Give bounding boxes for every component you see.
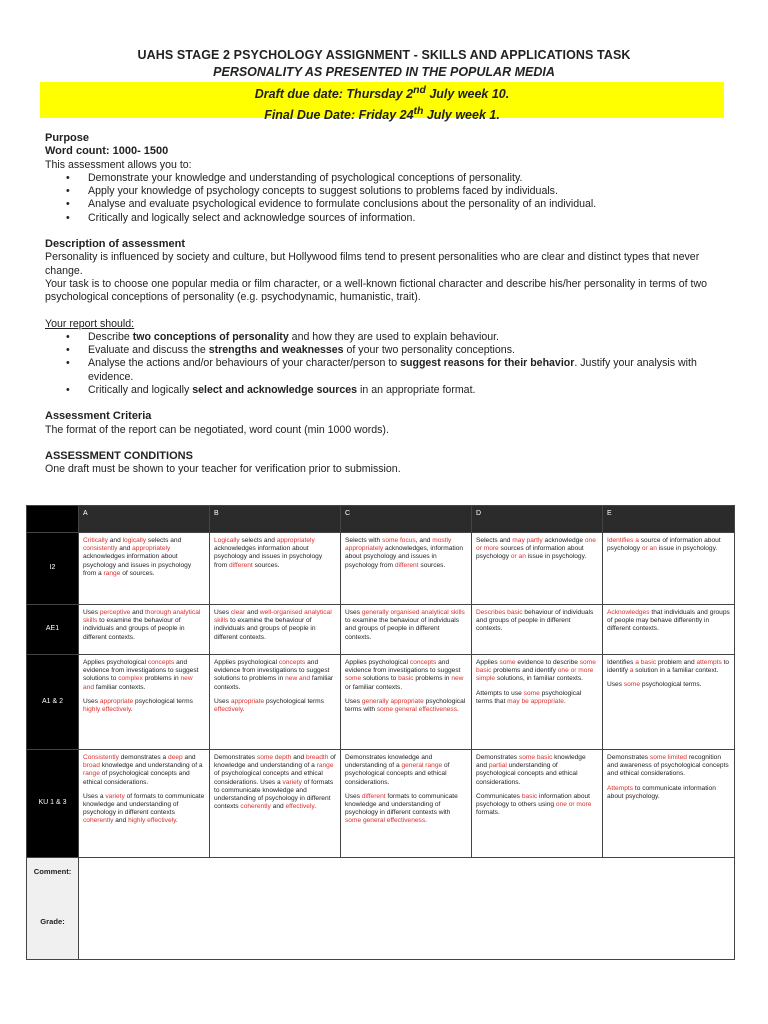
- criterion-label: A1 & 2: [27, 655, 79, 750]
- comment-label: Comment:: [33, 867, 72, 876]
- rubric-descriptor: Attempts to use some psychological terms that may be appropriate.: [476, 689, 582, 705]
- rubric-cell: [603, 750, 735, 858]
- rubric-cell: [472, 750, 603, 858]
- document-subtitle: PERSONALITY AS PRESENTED IN THE POPULAR MEDIA: [213, 65, 555, 79]
- rubric-cell: [603, 533, 735, 605]
- rubric-descriptor: Communicates basic information about psychology to others using one or more formats.: [476, 792, 592, 817]
- due-dates-banner: [40, 82, 724, 123]
- rubric-descriptor: Identifies a basic problem and attempts to identify a solution in a familiar context.: [607, 659, 730, 675]
- rubric-descriptor: Uses generally organised analytical skills to examine the behaviour of individuals and groups of people in different contexts.: [345, 609, 465, 641]
- rubric-descriptor: Logically selects and appropriately acknowledges information about psychology and issues in psychology from different sources.: [214, 537, 323, 569]
- rubric-cell: [79, 605, 210, 655]
- rubric-cell: [210, 605, 341, 655]
- rubric-row: [27, 533, 735, 605]
- rubric-descriptor: Uses a variety of formats to communicate knowledge and understanding of psychology in different contexts coherently and highly effectively.: [83, 792, 205, 825]
- rubric-descriptor: Acknowledges that individuals and groups of people may behave differently in different contexts.: [607, 609, 730, 633]
- rubric-cell: [341, 655, 472, 750]
- criterion-label: I2: [27, 533, 79, 605]
- rubric-cell: [603, 655, 735, 750]
- list-item: • Describe two conceptions of personality and how they are used to explain behaviour.: [45, 331, 725, 344]
- rubric-descriptor: Critically and logically selects and consistently and appropriately acknowledges information about psychology and issues in psychology from a range of sources.: [83, 537, 192, 577]
- criteria-text: The format of the report can be negotiated, word count (min 1000 words).: [45, 423, 389, 436]
- rubric-descriptor: Uses clear and well-organised analytical skills to examine the behaviour of individuals and groups of people in different contexts.: [214, 609, 332, 641]
- rubric-cell: [210, 655, 341, 750]
- rubric-descriptor: Uses perceptive and thorough analytical skills to examine the behaviour of individuals and groups of people in different contexts.: [83, 609, 201, 641]
- rubric-descriptor: Applies some evidence to describe some basic problems and identify one or more simple solutions, in familiar contexts.: [476, 659, 596, 683]
- purpose-heading: Purpose: [45, 132, 90, 144]
- list-item: • Critically and logically select and acknowledge sources of information.: [45, 212, 725, 225]
- rubric-row: [27, 605, 735, 655]
- rubric-descriptor: Demonstrates some basic knowledge and partial understanding of psychological concepts and ethical considerations.: [476, 754, 586, 786]
- draft-due-date: Draft due date: Thursday 2nd July week 10.: [254, 85, 510, 102]
- rubric-cell: [472, 533, 603, 605]
- rubric-cell: [210, 533, 341, 605]
- list-item: • Evaluate and discuss the strengths and weaknesses of your two personality conceptions.: [45, 344, 725, 357]
- description-task: Your task is to choose one popular media or film character, or a well-known fictional character and describe his/her personality in terms of two psychological conceptions of personality (e.g. psychodynamic, humanistic, trait).: [45, 277, 708, 304]
- document-title: UAHS STAGE 2 PSYCHOLOGY ASSIGNMENT - SKILLS AND APPLICATIONS TASK: [137, 48, 631, 62]
- rubric-cell: [341, 533, 472, 605]
- rubric-cell: [472, 605, 603, 655]
- criteria-heading: Assessment Criteria: [45, 410, 152, 423]
- list-item: • Critically and logically select and acknowledge sources in an appropriate format.: [45, 384, 725, 397]
- list-item: • Analyse the actions and/or behaviours of your character/person to suggest reasons for their behavior. Justify your analysis with evidence.: [45, 357, 725, 384]
- grade-column-header: E: [603, 506, 735, 533]
- rubric-cell: [341, 750, 472, 858]
- rubric-descriptor: Selects with some focus, and mostly appropriately acknowledges, information about psychology and issues in psychology from different sources.: [345, 537, 464, 569]
- rubric-descriptor: Demonstrates knowledge and understanding of a general range of psychological concepts and ethical considerations.: [345, 754, 450, 786]
- grade-column-header: B: [210, 506, 341, 533]
- rubric-descriptor: Describes basic behaviour of individuals and groups of people in different contexts.: [476, 609, 594, 633]
- rubric-header-row: [27, 506, 735, 533]
- rubric-descriptor: Uses generally appropriate psychological terms with some general effectiveness.: [345, 697, 466, 714]
- description-paragraph: Personality is influenced by society and culture, but Hollywood films tend to present personalities who are clear and distinct types that never change.: [45, 251, 700, 277]
- criterion-label: KU 1 & 3: [27, 750, 79, 858]
- report-heading: Your report should:: [45, 317, 135, 330]
- purpose-list: [45, 172, 725, 225]
- conditions-heading: ASSESSMENT CONDITIONS: [45, 449, 193, 462]
- rubric-cell: [79, 533, 210, 605]
- rubric-descriptor: Consistently demonstrates a deep and broad knowledge and understanding of a range of psychological concepts and ethical considerations.: [83, 754, 203, 786]
- grade-column-header: C: [341, 506, 472, 533]
- rubric-cell: [210, 750, 341, 858]
- rubric-descriptor: Uses different formats to communicate knowledge and understanding of psychology in different contexts with some general effectiveness.: [345, 792, 458, 825]
- rubric-descriptor: Identifies a source of information about psychology or an issue in psychology.: [607, 537, 721, 553]
- rubric-row: [27, 655, 735, 750]
- assignment-body: [45, 132, 725, 477]
- rubric-cell: [79, 655, 210, 750]
- purpose-intro: This assessment allows you to:: [45, 158, 192, 171]
- grade-label: Grade:: [40, 917, 65, 927]
- rubric-cell: [341, 605, 472, 655]
- rubric-descriptor: Attempts to communicate information about psychology.: [607, 784, 716, 800]
- rubric-descriptor: Demonstrates some depth and breadth of knowledge and understanding of a range of psychological concepts and ethical considerations. Uses a variety of formats to communicate knowledge and understanding of psychology in different contexts coherently and effectively.: [214, 754, 336, 811]
- rubric-descriptor: Uses appropriate psychological terms highly effectively.: [83, 697, 193, 714]
- criterion-label: AE1: [27, 605, 79, 655]
- final-due-date: Final Due Date: Friday 24th July week 1.: [264, 106, 500, 123]
- rubric-descriptor: Selects and may partly acknowledge one or more sources of information about psychology or an issue in psychology.: [476, 537, 596, 561]
- grade-column-header: D: [472, 506, 603, 533]
- rubric-descriptor: Applies psychological concepts and evidence from investigations to suggest some solutions to basic problems in new or familiar contexts.: [345, 659, 464, 691]
- marking-rubric-table: [26, 505, 735, 960]
- rubric-cell: [79, 750, 210, 858]
- rubric-corner: [27, 506, 79, 533]
- document-header: [40, 48, 728, 79]
- list-item: • Analyse and evaluate psychological evidence to formulate conclusions about the personality of an individual.: [45, 198, 725, 211]
- rubric-descriptor: Uses some psychological terms.: [607, 681, 702, 689]
- conditions-text: One draft must be shown to your teacher for verification prior to submission.: [45, 463, 401, 476]
- list-item: • Apply your knowledge of psychology concepts to suggest solutions to problems faced by individuals.: [45, 185, 725, 198]
- word-count: Word count: 1000- 1500: [45, 145, 169, 158]
- report-list: [45, 331, 725, 397]
- rubric-row: [27, 750, 735, 858]
- rubric-cell: [472, 655, 603, 750]
- comment-grade-labels: [27, 858, 79, 960]
- rubric-descriptor: Uses appropriate psychological terms effectively.: [214, 697, 324, 714]
- description-heading: Description of assessment: [45, 238, 185, 251]
- comment-area[interactable]: [79, 858, 735, 960]
- rubric-descriptor: Demonstrates some limited recognition and awareness of psychological concepts and ethical considerations.: [607, 754, 729, 778]
- grade-column-header: A: [79, 506, 210, 533]
- rubric-descriptor: Applies psychological concepts and evidence from investigations to suggest solutions to problems in new and familiar contexts.: [214, 659, 334, 691]
- list-item: • Demonstrate your knowledge and understanding of psychological conceptions of personality.: [45, 172, 725, 185]
- comment-grade-row: [27, 858, 735, 960]
- rubric-descriptor: Applies psychological concepts and evidence from investigations to suggest solutions to complex problems in new and familiar contexts.: [83, 659, 199, 691]
- rubric-cell: [603, 605, 735, 655]
